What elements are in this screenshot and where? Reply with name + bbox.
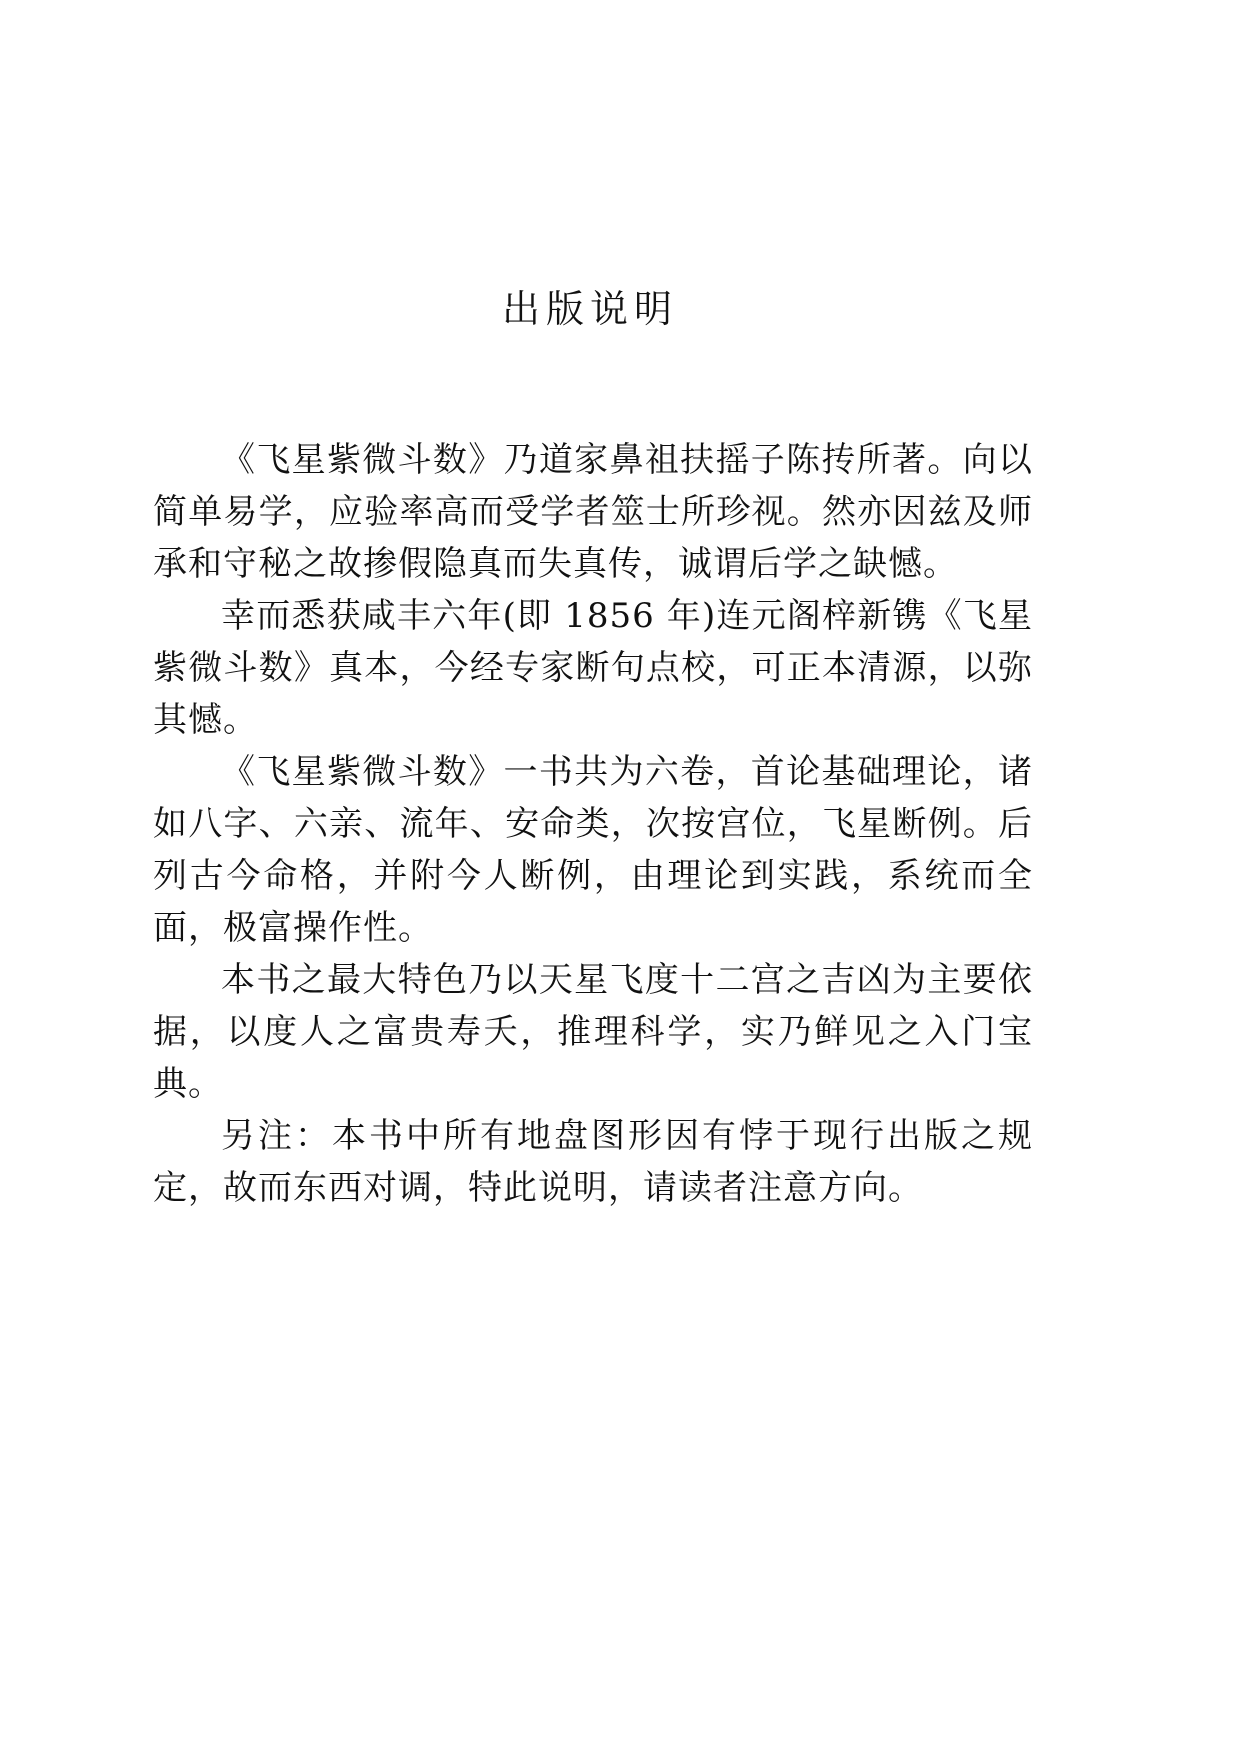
paragraph-3: 《飞星紫微斗数》一书共为六卷，首论基础理论，诸如八字、六亲、流年、安命类，次按宫位，飞星断例。后列古今命格，并附今人断例，由理论到实践，系统而全面，极富操作性。 — [153, 752, 1033, 948]
page-title: 出版说明 — [501, 287, 678, 331]
paragraph-2: 幸而悉获咸丰六年(即 1856 年)连元阁梓新镌《飞星紫微斗数》真本，今经专家断句点校，可正本清源，以弥其憾。 — [153, 596, 1033, 740]
paragraph-4: 本书之最大特色乃以天星飞度十二宫之吉凶为主要依据，以度人之富贵寿夭，推理科学，实乃鲜见之入门宝典。 — [153, 960, 1033, 1104]
paragraph-1: 《飞星紫微斗数》乃道家鼻祖扶摇子陈抟所著。向以简单易学，应验率高而受学者筮士所珍视。然亦因兹及师承和守秘之故掺假隐真而失真传，诚谓后学之缺憾。 — [153, 440, 1033, 584]
paragraph-5: 另注：本书中所有地盘图形因有悖于现行出版之规定，故而东西对调，特此说明，请读者注意方向。 — [153, 1116, 1033, 1208]
body-text — [153, 434, 1033, 1214]
